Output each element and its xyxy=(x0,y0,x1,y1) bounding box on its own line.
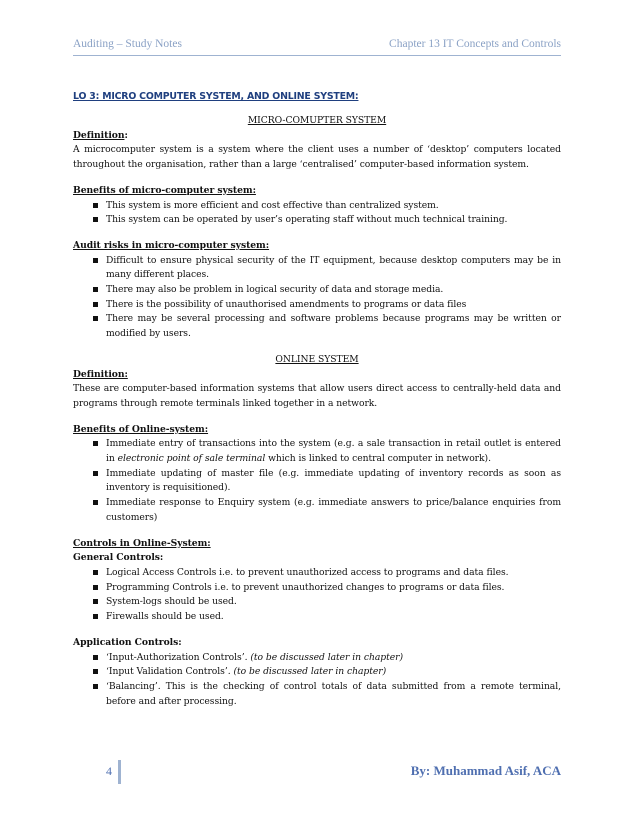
online-controls-heading: Controls in Online-System: xyxy=(73,537,211,549)
lo-heading: LO 3: MICRO COMPUTER SYSTEM, AND ONLINE SYSTEM: xyxy=(73,91,359,102)
footer-divider xyxy=(118,760,121,784)
square-bullet-icon xyxy=(93,684,98,689)
list-item: This system is more efficient and cost effective than centralized system. xyxy=(73,199,561,214)
document-body xyxy=(73,90,561,709)
micro-benefits-heading: Benefits of micro-computer system: xyxy=(73,184,256,196)
square-bullet-icon xyxy=(93,614,98,619)
list-item: Difficult to ensure physical security of the IT equipment, because desktop computers may be in many different places. xyxy=(73,254,561,283)
list-item: There may also be problem in logical security of data and storage media. xyxy=(73,283,561,298)
header-right-title: Chapter 13 IT Concepts and Controls xyxy=(389,38,561,50)
online-definition-text: These are computer-based information systems that allow users direct access to centrally-held data and programs through remote terminals linked together in a network. xyxy=(73,383,561,409)
page-number: 4 xyxy=(106,764,112,778)
header-left-title: Auditing – Study Notes xyxy=(73,38,182,50)
square-bullet-icon xyxy=(93,655,98,660)
square-bullet-icon xyxy=(93,500,98,505)
list-item: Immediate response to Enquiry system (e.g. immediate answers to price/balance enquiries from customers) xyxy=(73,496,561,525)
list-item: ‘Balancing’. This is the checking of control totals of data submitted from a remote terminal, before and after processing. xyxy=(73,680,561,709)
list-item: Immediate updating of master file (e.g. immediate updating of inventory records as soon as inventory is requisitioned). xyxy=(73,467,561,496)
list-item: System-logs should be used. xyxy=(73,595,561,610)
online-benefits-list xyxy=(73,437,561,525)
square-bullet-icon xyxy=(93,316,98,321)
micro-benefits-list xyxy=(73,199,561,228)
online-definition-label: Definition: xyxy=(73,368,128,380)
square-bullet-icon xyxy=(93,471,98,476)
list-item: This system can be operated by user’s operating staff without much technical training. xyxy=(73,213,561,228)
square-bullet-icon xyxy=(93,585,98,590)
application-controls-heading: Application Controls: xyxy=(73,636,182,648)
micro-definition-label: Definition xyxy=(73,129,125,141)
general-controls-list xyxy=(73,566,561,625)
page-header xyxy=(73,38,561,54)
online-benefits-heading: Benefits of Online-system: xyxy=(73,423,209,435)
square-bullet-icon xyxy=(93,669,98,674)
list-item: ‘Input Validation Controls’. (to be discussed later in chapter) xyxy=(73,665,561,680)
footer-author: By: Muhammad Asif, ACA xyxy=(410,763,561,778)
micro-definition-heading xyxy=(73,129,561,144)
micro-risks-heading: Audit risks in micro-computer system: xyxy=(73,239,270,251)
list-item: There may be several processing and software problems because programs may be written or modified by users. xyxy=(73,312,561,341)
micro-risks-list xyxy=(73,254,561,342)
list-item: ‘Input-Authorization Controls’. (to be discussed later in chapter) xyxy=(73,651,561,666)
list-item: Logical Access Controls i.e. to prevent unauthorized access to programs and data files. xyxy=(73,566,561,581)
square-bullet-icon xyxy=(93,599,98,604)
square-bullet-icon xyxy=(93,203,98,208)
square-bullet-icon xyxy=(93,570,98,575)
general-controls-heading: General Controls: xyxy=(73,552,164,564)
micro-definition-colon: : xyxy=(124,129,128,141)
micro-definition-text: A microcomputer system is a system where the client uses a number of ‘desktop’ computers located throughout the organisation, rather than a large ‘centralised’ computer-based information system. xyxy=(73,144,561,171)
page-footer xyxy=(73,760,561,784)
header-divider xyxy=(73,55,561,56)
square-bullet-icon xyxy=(93,441,98,446)
micro-title: MICRO-COMUPTER SYSTEM xyxy=(247,115,387,126)
list-item: Programming Controls i.e. to prevent unauthorized changes to programs or data files. xyxy=(73,581,561,596)
square-bullet-icon xyxy=(93,258,98,263)
application-controls-list xyxy=(73,651,561,710)
square-bullet-icon xyxy=(93,217,98,222)
list-item: Firewalls should be used. xyxy=(73,610,561,625)
square-bullet-icon xyxy=(93,302,98,307)
online-title: ONLINE SYSTEM xyxy=(275,353,359,365)
list-item: There is the possibility of unauthorised amendments to programs or data files xyxy=(73,298,561,313)
square-bullet-icon xyxy=(93,287,98,292)
list-item: Immediate entry of transactions into the system (e.g. a sale transaction in retail outlet is entered in electronic point of sale terminal which is linked to central computer in network). xyxy=(73,437,561,466)
